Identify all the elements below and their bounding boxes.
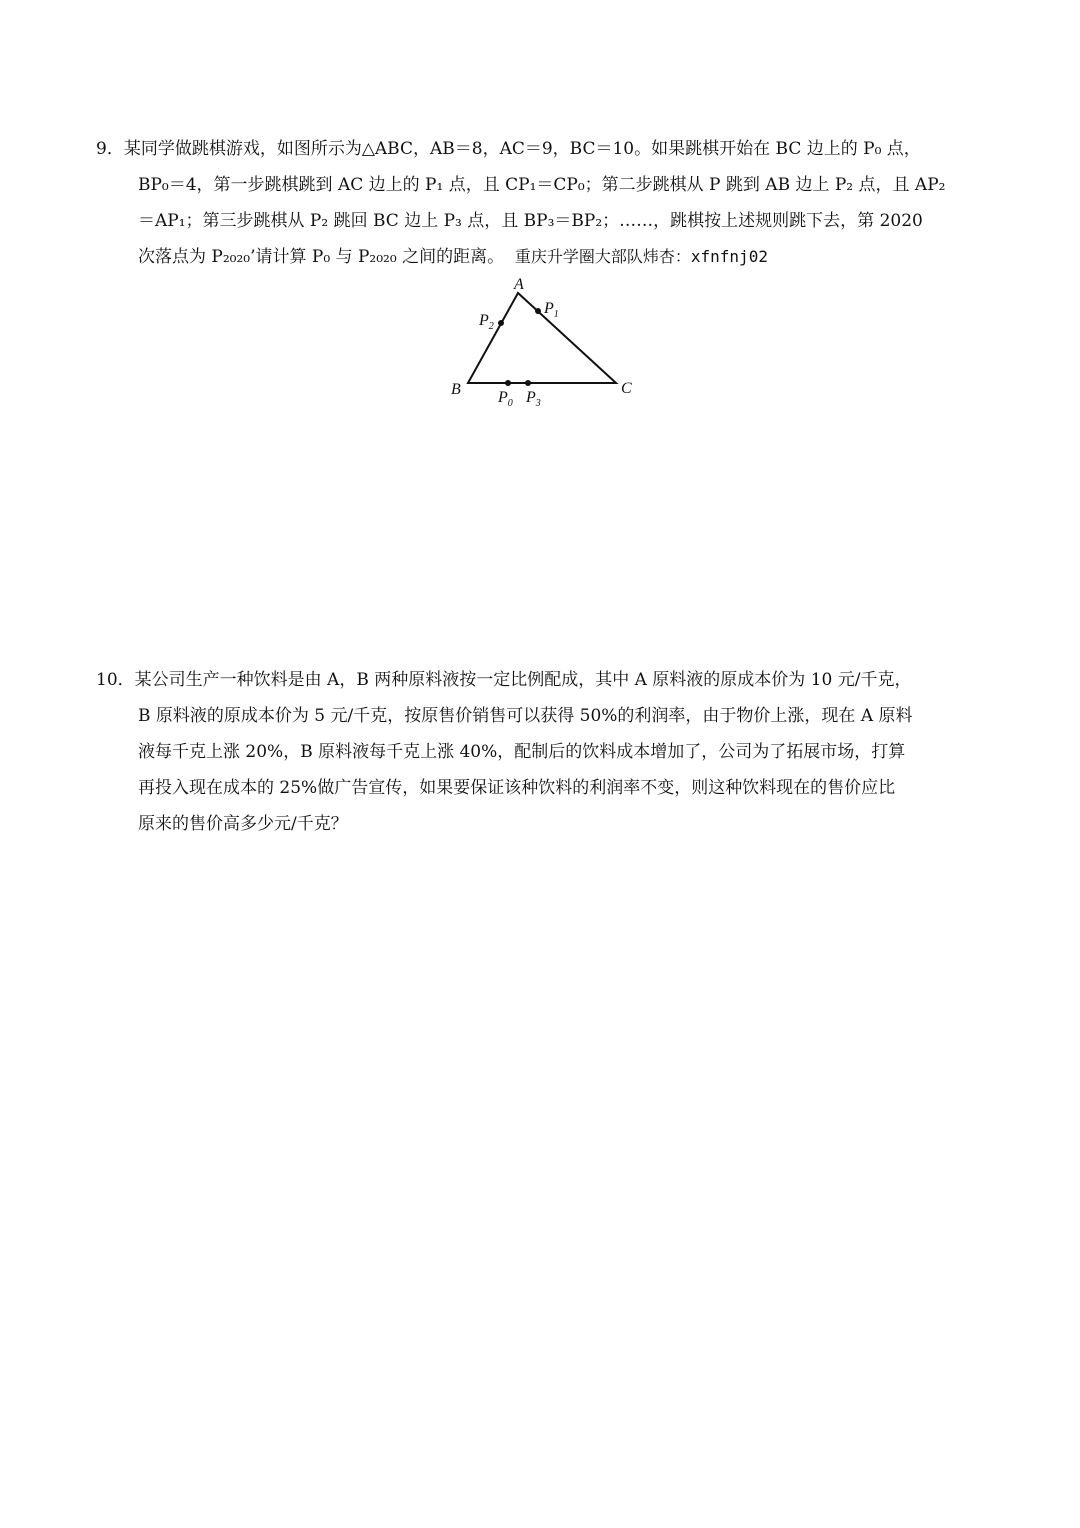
problem-9-text-4: 次落点为 P₂₀₂₀’请计算 P₀ 与 P₂₀₂₀ 之间的距离。 [138,247,505,267]
label-c: C [621,380,632,397]
problem-10-line-2: B 原料液的原成本价为 5 元/千克，按原售价销售可以获得 50%的利润率，由于物价上涨，现在 A 原料 [138,706,913,726]
problem-10-number: 10． [96,670,135,690]
problem-9 [96,131,986,275]
label-p2-sub: 2 [488,321,494,332]
label-p3-sub: 3 [535,398,541,409]
point-p0 [505,380,511,386]
label-p2-letter: P [479,312,489,329]
problem-9-number: 9． [96,139,124,159]
problem-10-text-1: 某公司生产一种饮料是由 A，B 两种原料液按一定比例配成，其中 A 原料液的原成本价为 10 元/千克， [134,670,912,690]
problem-9-text-1: 某同学做跳棋游戏，如图所示为△ABC，AB＝8，AC＝9，BC＝10。如果跳棋开始在 BC 边上的 P₀ 点， [123,139,921,159]
problem-10 [96,662,986,842]
label-b: B [451,381,461,398]
problem-10-line-3: 液每千克上涨 20%，B 原料液每千克上涨 40%，配制后的饮料成本增加了，公司为了拓展市场，打算 [138,742,906,762]
triangle-figure [440,272,640,412]
label-p1-sub: 1 [553,309,559,320]
point-p1 [535,308,541,314]
problem-10-line-4: 再投入现在成本的 25%做广告宣传，如果要保证该种饮料的利润率不变，则这种饮料现在的售价应比 [138,778,896,798]
problem-9-line-1 [96,131,986,167]
label-p3-letter: P [526,389,536,406]
triangle-abc [468,293,616,383]
point-p2 [498,320,504,326]
problem-9-note: 重庆升学圈大部队炜杏：xfnfnj02 [514,247,768,266]
point-p3 [525,380,531,386]
label-a: A [514,276,524,293]
problem-10-line-5: 原来的售价高多少元/千克？ [138,814,348,834]
label-p0 [497,389,513,409]
problem-9-line-4 [96,239,986,275]
problem-9-line-3: ＝AP₁；第三步跳棋从 P₂ 跳回 BC 边上 P₃ 点，且 BP₃＝BP₂；……，跳棋按上述规则跳下去，第 2020 [138,211,923,231]
label-p0-sub: 0 [507,398,513,409]
problem-9-line-2: BP₀＝4，第一步跳棋跳到 AC 边上的 P₁ 点，且 CP₁＝CP₀；第二步跳棋从 P 跳到 AB 边上 P₂ 点，且 AP₂ [138,175,946,195]
label-p0-letter: P [498,389,508,406]
problem-10-line-1 [96,662,986,698]
label-p2 [478,312,494,332]
label-p3 [525,389,541,409]
label-p1-letter: P [544,300,554,317]
